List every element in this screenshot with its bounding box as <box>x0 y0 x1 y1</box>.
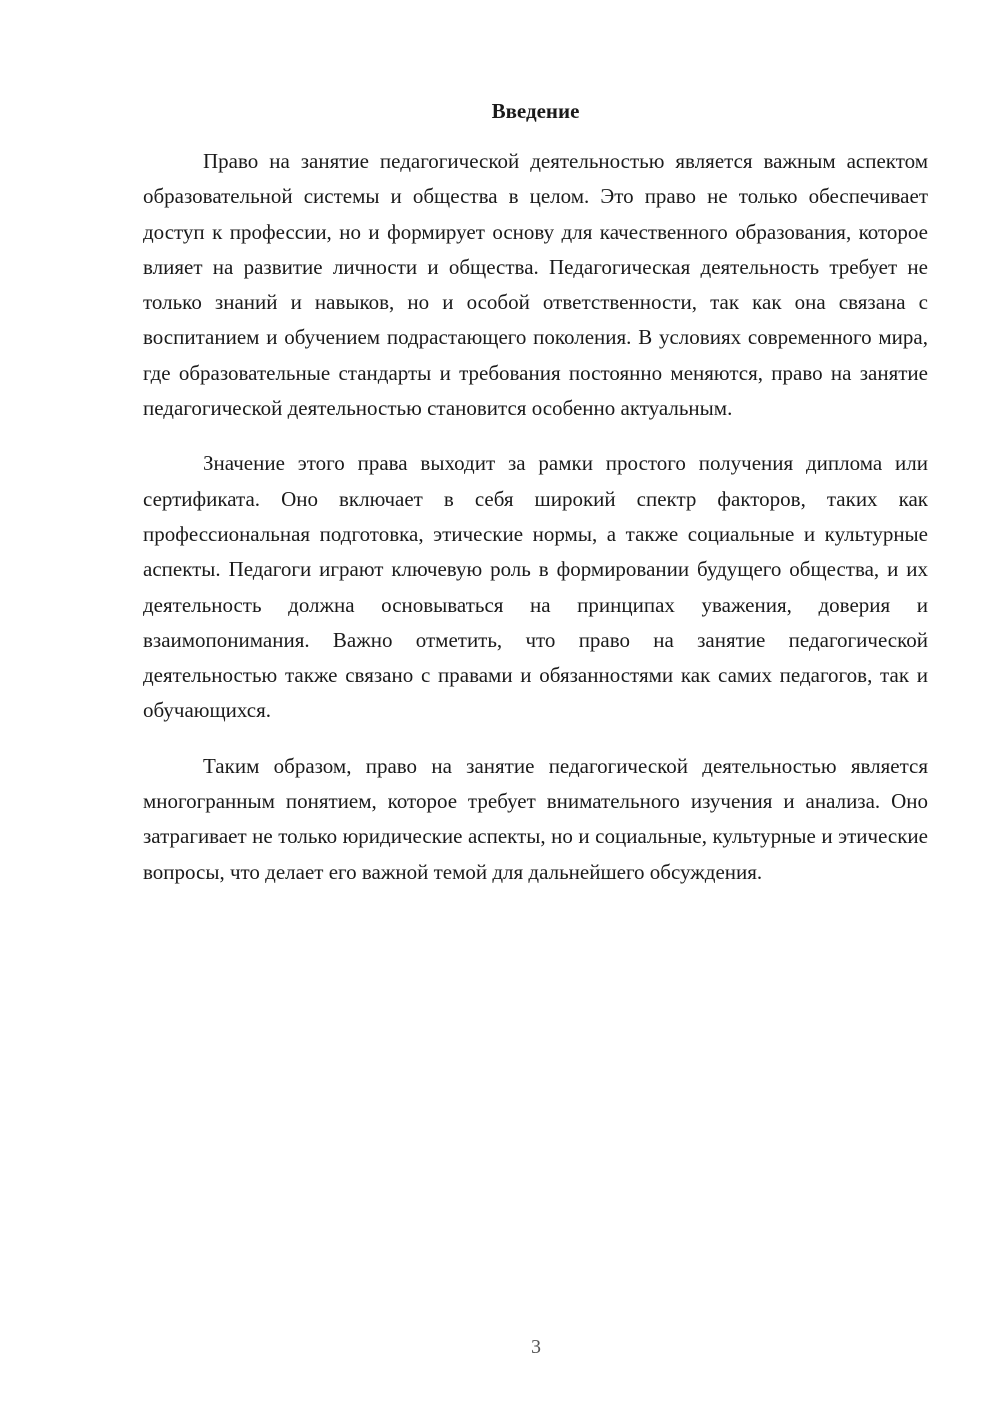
body-text <box>143 144 928 910</box>
page-number: 3 <box>531 1336 541 1358</box>
paragraph-2: Значение этого права выходит за рамки простого получения диплома или сертификата. Оно включает в себя широкий спектр факторов, таких как профессиональная подготовка, этические нормы, а также социальные и культурные аспекты. Педагоги играют ключевую роль в формировании будущего общества, и их деятельность должна основываться на принципах уважения, доверия и взаимопонимания. Важно отметить, что право на занятие педагогической деятельностью также связано с правами и обязанностями как самих педагогов, так и обучающихся. <box>143 451 928 723</box>
section-title: Введение <box>491 99 580 123</box>
paragraph-3: Таким образом, право на занятие педагогической деятельностью является многогранным понятием, которое требует внимательного изучения и анализа. Оно затрагивает не только юридические аспекты, но и социальные, культурные и этические вопросы, что делает его важной темой для дальнейшего обсуждения. <box>143 753 928 884</box>
paragraph-1: Право на занятие педагогической деятельностью является важным аспектом образовательной системы и общества в целом. Это право не только обеспечивает доступ к профессии, но и формирует основу для качественного образования, которое влияет на развитие личности и общества. Педагогическая деятельность требует не только знаний и навыков, но и особой ответственности, так как она связана с воспитанием и обучением подрастающего поколения. В условиях современного мира, где образовательные стандарты и требования постоянно меняются, право на занятие педагогической деятельностью становится особенно актуальным. <box>143 149 928 421</box>
